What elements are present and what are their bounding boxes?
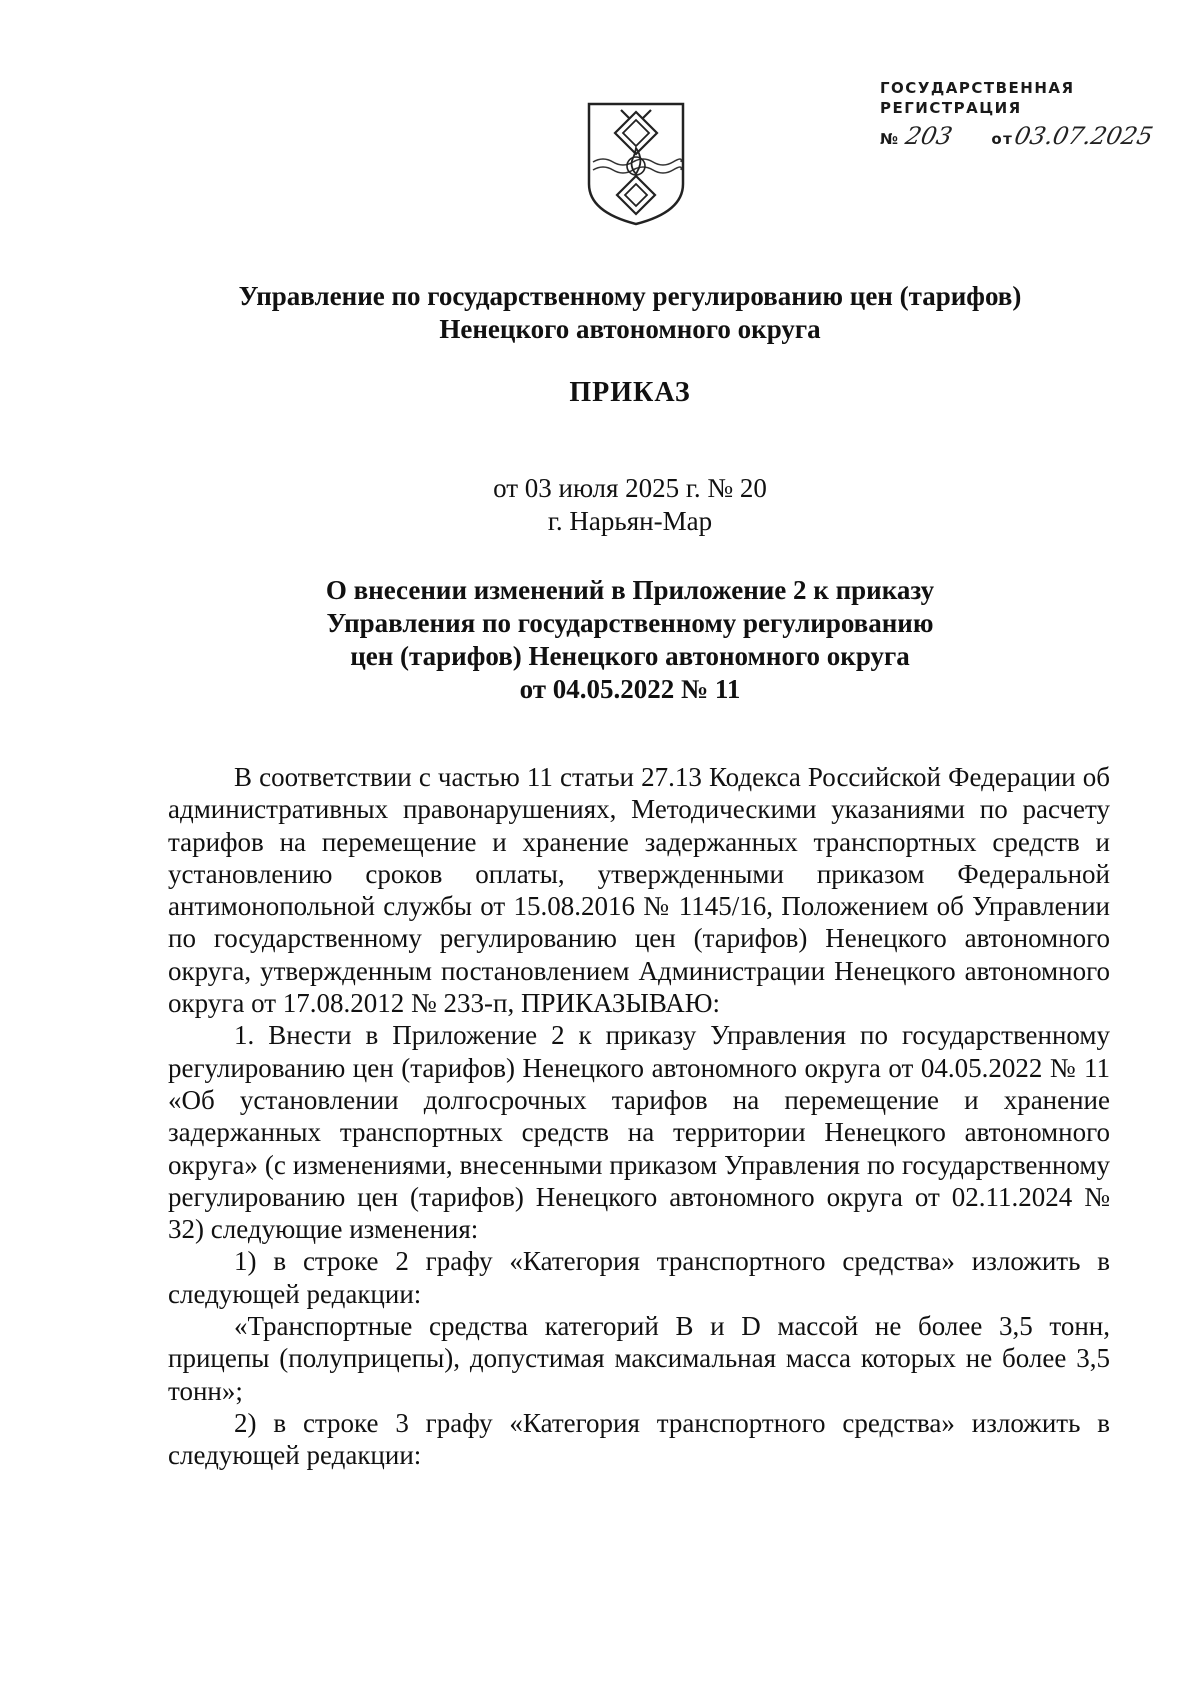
coat-of-arms-icon xyxy=(585,100,687,228)
organization-line-1: Управление по государственному регулированию цен (тарифов) xyxy=(238,281,1022,311)
subitem-2-paragraph: 2) в строке 3 графу «Категория транспортного средства» изложить в следующей редакции: xyxy=(168,1407,1110,1471)
subitem-1-paragraph: 1) в строке 2 графу «Категория транспортного средства» изложить в следующей редакции: xyxy=(168,1246,1110,1309)
order-body xyxy=(168,761,1110,1472)
document-type-title: ПРИКАЗ xyxy=(569,377,691,408)
stamp-line-2: РЕГИСТРАЦИЯ xyxy=(880,99,1022,117)
subject-line-3: цен (тарифов) Ненецкого автономного округа xyxy=(350,641,910,671)
registration-stamp xyxy=(880,78,1156,150)
stamp-line-1: ГОСУДАРСТВЕННАЯ xyxy=(880,79,1075,97)
item-1-paragraph: 1. Внести в Приложение 2 к приказу Управления по государственному регулированию цен (тарифов) Ненецкого автономного округа от 04.05.2022 № 11 «Об установлении долгосрочных тарифов на перемещение и хранение задержанных транспортных средств на территории Ненецкого автономного округа» (с изменениями, внесенными приказом Управления по государственному регулированию цен (тарифов) Ненецкого автономного округа от 02.11.2024 № 32) следующие изменения: xyxy=(168,1020,1110,1245)
order-place: г. Нарьян-Мар xyxy=(547,506,713,536)
order-subject xyxy=(150,574,1110,706)
date-place-block xyxy=(150,472,1110,538)
order-date-number: от 03 июля 2025 г. № 20 xyxy=(493,473,767,503)
quote-1-paragraph: «Транспортные средства категорий B и D массой не более 3,5 тонн, прицепы (полуприцепы), допустимая максимальная масса которых не более 3,5 тонн»; xyxy=(168,1311,1110,1406)
stamp-number-label: № xyxy=(880,130,900,148)
subject-line-4: от 04.05.2022 № 11 xyxy=(519,674,741,704)
organization-line-2: Ненецкого автономного округа xyxy=(439,314,821,344)
stamp-number-row xyxy=(880,122,1156,150)
stamp-date-handwritten: 03.07.2025 xyxy=(1012,122,1156,150)
stamp-date-label: от xyxy=(991,130,1014,148)
preamble-paragraph: В соответствии с частью 11 статьи 27.13 Кодекса Российской Федерации об административных правонарушениях, Методическими указаниями по расчету тарифов на перемещение и хранение задержанных транспортных средств и установлению сроков оплаты, утвержденными приказом Федеральной антимонопольной службы от 15.08.2016 № 1145/16, Положением об Управлении по государственному регулированию цен (тарифов) Ненецкого автономного округа, утвержденным постановлением Администрации Ненецкого автономного округа от 17.08.2012 № 233-п, ПРИКАЗЫВАЮ: xyxy=(168,762,1110,1019)
organization-heading xyxy=(150,280,1110,346)
subject-line-2: Управления по государственному регулированию xyxy=(326,608,934,638)
stamp-number-handwritten: 203 xyxy=(902,122,955,150)
subject-line-1: О внесении изменений в Приложение 2 к приказу xyxy=(325,575,935,605)
